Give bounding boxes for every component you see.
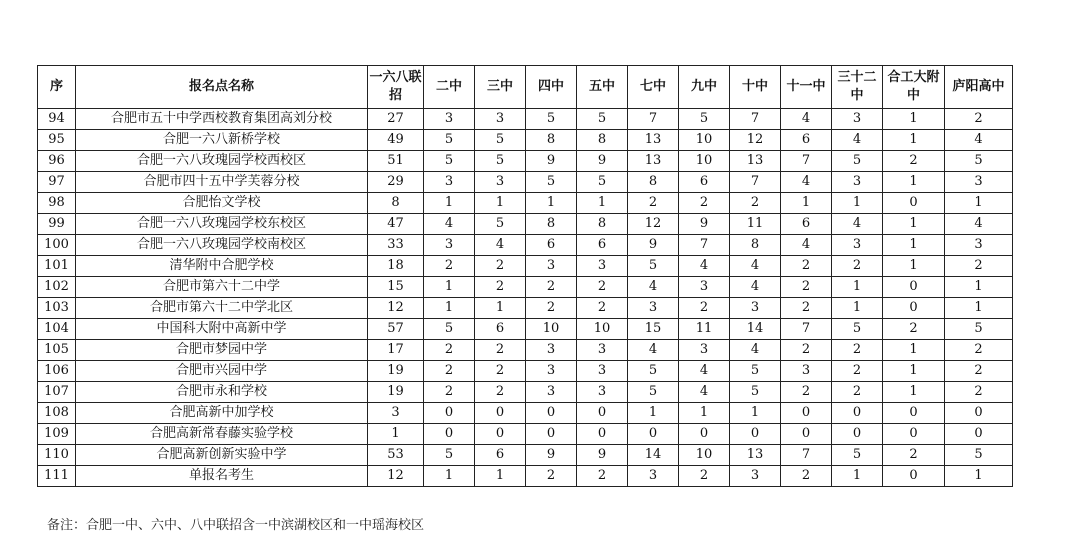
quota-cell: 0 (883, 466, 945, 487)
footnote: 备注：合肥一中、六中、八中联招含一中滨湖校区和一中瑶海校区 (47, 518, 425, 533)
quota-cell: 4 (945, 214, 1013, 235)
quota-cell: 29 (368, 172, 424, 193)
quota-cell: 53 (368, 445, 424, 466)
column-header: 报名点名称 (76, 66, 368, 109)
quota-cell: 5 (628, 256, 679, 277)
table-row (38, 109, 1013, 130)
quota-cell: 6 (475, 445, 526, 466)
quota-cell: 2 (883, 445, 945, 466)
quota-cell: 5 (679, 109, 730, 130)
school-name-cell: 合肥市兴园中学 (76, 361, 368, 382)
quota-cell: 5 (577, 172, 628, 193)
quota-cell: 2 (526, 466, 577, 487)
quota-cell: 0 (945, 424, 1013, 445)
quota-cell: 7 (730, 109, 781, 130)
quota-cell: 13 (730, 445, 781, 466)
quota-cell: 2 (730, 193, 781, 214)
quota-cell: 0 (883, 193, 945, 214)
column-header: 四中 (526, 66, 577, 109)
quota-cell: 1 (475, 466, 526, 487)
quota-cell: 7 (679, 235, 730, 256)
quota-cell: 1 (883, 109, 945, 130)
row-number-cell: 96 (38, 151, 76, 172)
quota-cell: 5 (424, 445, 475, 466)
quota-cell: 3 (424, 109, 475, 130)
quota-cell: 4 (424, 214, 475, 235)
quota-cell: 1 (368, 424, 424, 445)
quota-cell: 0 (945, 403, 1013, 424)
table-row (38, 466, 1013, 487)
column-header: 七中 (628, 66, 679, 109)
quota-cell: 6 (475, 319, 526, 340)
quota-cell: 0 (526, 424, 577, 445)
column-header: 十中 (730, 66, 781, 109)
column-header: 一六八联招 (368, 66, 424, 109)
quota-cell: 1 (475, 193, 526, 214)
quota-cell: 3 (577, 361, 628, 382)
quota-cell: 5 (730, 361, 781, 382)
quota-cell: 2 (679, 298, 730, 319)
table-row (38, 361, 1013, 382)
school-name-cell: 合肥市第六十二中学 (76, 277, 368, 298)
quota-cell: 2 (628, 193, 679, 214)
table-row (38, 130, 1013, 151)
row-number-cell: 104 (38, 319, 76, 340)
quota-cell: 4 (781, 235, 832, 256)
quota-cell: 9 (526, 151, 577, 172)
quota-cell: 0 (832, 424, 883, 445)
quota-cell: 1 (945, 277, 1013, 298)
quota-cell: 13 (628, 151, 679, 172)
quota-cell: 4 (679, 361, 730, 382)
quota-cell: 1 (577, 193, 628, 214)
quota-cell: 1 (883, 382, 945, 403)
table-row (38, 424, 1013, 445)
quota-cell: 2 (475, 361, 526, 382)
quota-cell: 1 (424, 466, 475, 487)
quota-cell: 6 (526, 235, 577, 256)
quota-cell: 4 (730, 256, 781, 277)
quota-cell: 4 (832, 130, 883, 151)
row-number-cell: 99 (38, 214, 76, 235)
quota-cell: 3 (577, 340, 628, 361)
quota-cell: 0 (781, 424, 832, 445)
quota-cell: 1 (424, 193, 475, 214)
quota-cell: 2 (945, 361, 1013, 382)
quota-cell: 2 (945, 256, 1013, 277)
quota-cell: 7 (781, 151, 832, 172)
quota-cell: 5 (628, 382, 679, 403)
quota-cell: 5 (475, 151, 526, 172)
quota-cell: 2 (475, 277, 526, 298)
header-row (38, 66, 1013, 109)
quota-cell: 2 (781, 340, 832, 361)
quota-cell: 5 (424, 130, 475, 151)
row-number-cell: 106 (38, 361, 76, 382)
quota-cell: 1 (883, 256, 945, 277)
column-header: 三中 (475, 66, 526, 109)
quota-cell: 2 (781, 277, 832, 298)
table-row (38, 235, 1013, 256)
quota-cell: 1 (475, 298, 526, 319)
row-number-cell: 100 (38, 235, 76, 256)
quota-cell: 2 (945, 109, 1013, 130)
row-number-cell: 103 (38, 298, 76, 319)
quota-cell: 1 (526, 193, 577, 214)
row-number-cell: 107 (38, 382, 76, 403)
table-row (38, 214, 1013, 235)
quota-table (37, 65, 1013, 487)
quota-cell: 3 (730, 466, 781, 487)
quota-cell: 15 (628, 319, 679, 340)
quota-cell: 57 (368, 319, 424, 340)
quota-cell: 9 (628, 235, 679, 256)
quota-cell: 5 (526, 109, 577, 130)
quota-cell: 1 (628, 403, 679, 424)
table-row (38, 151, 1013, 172)
quota-cell: 3 (730, 298, 781, 319)
quota-cell: 2 (679, 193, 730, 214)
row-number-cell: 101 (38, 256, 76, 277)
quota-cell: 10 (679, 130, 730, 151)
quota-cell: 6 (679, 172, 730, 193)
quota-cell: 2 (781, 382, 832, 403)
quota-cell: 0 (475, 424, 526, 445)
quota-cell: 2 (945, 340, 1013, 361)
quota-cell: 0 (883, 298, 945, 319)
quota-cell: 11 (679, 319, 730, 340)
quota-cell: 7 (730, 172, 781, 193)
quota-cell: 5 (832, 319, 883, 340)
school-name-cell: 单报名考生 (76, 466, 368, 487)
quota-cell: 3 (832, 109, 883, 130)
quota-cell: 2 (475, 256, 526, 277)
quota-cell: 3 (832, 172, 883, 193)
table-row (38, 277, 1013, 298)
quota-cell: 4 (781, 172, 832, 193)
quota-cell: 5 (475, 130, 526, 151)
quota-cell: 12 (368, 298, 424, 319)
column-header: 三十二中 (832, 66, 883, 109)
quota-cell: 11 (730, 214, 781, 235)
quota-cell: 4 (781, 109, 832, 130)
row-number-cell: 105 (38, 340, 76, 361)
quota-cell: 0 (526, 403, 577, 424)
quota-cell: 2 (526, 298, 577, 319)
quota-cell: 3 (526, 340, 577, 361)
quota-cell: 0 (730, 424, 781, 445)
quota-cell: 4 (730, 277, 781, 298)
quota-cell: 5 (730, 382, 781, 403)
quota-cell: 3 (475, 109, 526, 130)
quota-cell: 4 (475, 235, 526, 256)
quota-cell: 3 (679, 340, 730, 361)
quota-cell: 1 (832, 298, 883, 319)
quota-cell: 1 (945, 298, 1013, 319)
quota-cell: 10 (526, 319, 577, 340)
quota-cell: 2 (832, 256, 883, 277)
school-name-cell: 合肥一六八玫瑰园学校东校区 (76, 214, 368, 235)
quota-cell: 51 (368, 151, 424, 172)
quota-cell: 5 (628, 361, 679, 382)
quota-cell: 4 (945, 130, 1013, 151)
quota-cell: 2 (883, 319, 945, 340)
column-header: 十一中 (781, 66, 832, 109)
school-name-cell: 合肥一六八新桥学校 (76, 130, 368, 151)
table-row (38, 172, 1013, 193)
quota-cell: 3 (577, 382, 628, 403)
quota-cell: 5 (475, 214, 526, 235)
table-row (38, 256, 1013, 277)
quota-cell: 2 (577, 466, 628, 487)
quota-cell: 3 (526, 256, 577, 277)
quota-cell: 12 (730, 130, 781, 151)
quota-cell: 0 (883, 424, 945, 445)
quota-cell: 1 (945, 466, 1013, 487)
quota-cell: 0 (424, 424, 475, 445)
quota-cell: 2 (679, 466, 730, 487)
quota-cell: 10 (679, 445, 730, 466)
quota-cell: 2 (475, 340, 526, 361)
row-number-cell: 97 (38, 172, 76, 193)
quota-cell: 2 (883, 151, 945, 172)
table-body (38, 109, 1013, 487)
quota-cell: 9 (577, 445, 628, 466)
quota-cell: 19 (368, 361, 424, 382)
school-name-cell: 合肥市第六十二中学北区 (76, 298, 368, 319)
quota-cell: 13 (730, 151, 781, 172)
quota-cell: 12 (368, 466, 424, 487)
column-header: 二中 (424, 66, 475, 109)
quota-cell: 3 (679, 277, 730, 298)
column-header: 五中 (577, 66, 628, 109)
quota-cell: 47 (368, 214, 424, 235)
quota-cell: 19 (368, 382, 424, 403)
quota-cell: 1 (883, 340, 945, 361)
quota-cell: 2 (577, 277, 628, 298)
row-number-cell: 102 (38, 277, 76, 298)
row-number-cell: 108 (38, 403, 76, 424)
column-header: 九中 (679, 66, 730, 109)
school-name-cell: 合肥市永和学校 (76, 382, 368, 403)
quota-cell: 6 (781, 130, 832, 151)
quota-cell: 3 (368, 403, 424, 424)
table-row (38, 382, 1013, 403)
quota-cell: 3 (832, 235, 883, 256)
quota-cell: 1 (883, 214, 945, 235)
quota-cell: 1 (883, 130, 945, 151)
quota-cell: 10 (679, 151, 730, 172)
quota-cell: 3 (945, 172, 1013, 193)
quota-cell: 0 (628, 424, 679, 445)
quota-cell: 2 (832, 361, 883, 382)
school-name-cell: 合肥高新中加学校 (76, 403, 368, 424)
quota-cell: 9 (577, 151, 628, 172)
table-row (38, 445, 1013, 466)
row-number-cell: 95 (38, 130, 76, 151)
quota-cell: 5 (945, 151, 1013, 172)
quota-cell: 9 (526, 445, 577, 466)
quota-cell: 49 (368, 130, 424, 151)
school-name-cell: 合肥市梦园中学 (76, 340, 368, 361)
table-row (38, 403, 1013, 424)
quota-cell: 17 (368, 340, 424, 361)
quota-cell: 1 (424, 298, 475, 319)
table-header (38, 66, 1013, 109)
quota-cell: 5 (526, 172, 577, 193)
quota-cell: 2 (945, 382, 1013, 403)
quota-cell: 3 (628, 466, 679, 487)
quota-cell: 5 (424, 319, 475, 340)
quota-cell: 8 (368, 193, 424, 214)
quota-cell: 1 (832, 193, 883, 214)
quota-cell: 2 (577, 298, 628, 319)
table-row (38, 298, 1013, 319)
quota-cell: 5 (945, 319, 1013, 340)
school-name-cell: 合肥一六八玫瑰园学校西校区 (76, 151, 368, 172)
quota-cell: 5 (832, 151, 883, 172)
school-name-cell: 中国科大附中高新中学 (76, 319, 368, 340)
quota-cell: 9 (679, 214, 730, 235)
quota-cell: 2 (781, 466, 832, 487)
quota-cell: 13 (628, 130, 679, 151)
quota-cell: 1 (730, 403, 781, 424)
quota-cell: 1 (781, 193, 832, 214)
column-header: 序 (38, 66, 76, 109)
quota-cell: 0 (883, 403, 945, 424)
quota-cell: 1 (832, 466, 883, 487)
quota-cell: 0 (832, 403, 883, 424)
quota-cell: 1 (883, 172, 945, 193)
quota-cell: 14 (730, 319, 781, 340)
quota-cell: 0 (424, 403, 475, 424)
quota-cell: 3 (526, 361, 577, 382)
quota-cell: 5 (945, 445, 1013, 466)
quota-cell: 3 (475, 172, 526, 193)
quota-cell: 1 (945, 193, 1013, 214)
school-name-cell: 合肥高新常春藤实验学校 (76, 424, 368, 445)
school-name-cell: 清华附中合肥学校 (76, 256, 368, 277)
table-row (38, 319, 1013, 340)
school-name-cell: 合肥高新创新实验中学 (76, 445, 368, 466)
school-name-cell: 合肥一六八玫瑰园学校南校区 (76, 235, 368, 256)
quota-cell: 2 (526, 277, 577, 298)
quota-cell: 6 (577, 235, 628, 256)
quota-cell: 1 (883, 361, 945, 382)
quota-cell: 8 (628, 172, 679, 193)
quota-cell: 2 (424, 340, 475, 361)
quota-cell: 8 (577, 130, 628, 151)
quota-cell: 0 (475, 403, 526, 424)
quota-cell: 12 (628, 214, 679, 235)
table-row (38, 340, 1013, 361)
quota-cell: 1 (883, 235, 945, 256)
quota-cell: 1 (679, 403, 730, 424)
quota-cell: 15 (368, 277, 424, 298)
quota-cell: 7 (781, 445, 832, 466)
quota-cell: 3 (781, 361, 832, 382)
quota-cell: 0 (679, 424, 730, 445)
quota-cell: 8 (526, 214, 577, 235)
quota-cell: 2 (781, 256, 832, 277)
quota-cell: 3 (424, 172, 475, 193)
quota-cell: 10 (577, 319, 628, 340)
quota-cell: 33 (368, 235, 424, 256)
quota-cell: 4 (628, 277, 679, 298)
quota-cell: 4 (832, 214, 883, 235)
quota-cell: 8 (730, 235, 781, 256)
quota-cell: 2 (424, 361, 475, 382)
quota-cell: 14 (628, 445, 679, 466)
quota-cell: 5 (832, 445, 883, 466)
quota-cell: 7 (781, 319, 832, 340)
quota-cell: 2 (832, 340, 883, 361)
quota-cell: 1 (424, 277, 475, 298)
row-number-cell: 111 (38, 466, 76, 487)
quota-cell: 5 (424, 151, 475, 172)
row-number-cell: 98 (38, 193, 76, 214)
quota-cell: 8 (577, 214, 628, 235)
row-number-cell: 94 (38, 109, 76, 130)
quota-cell: 7 (628, 109, 679, 130)
table-row (38, 193, 1013, 214)
quota-cell: 2 (781, 298, 832, 319)
school-name-cell: 合肥市五十中学西校教育集团高刘分校 (76, 109, 368, 130)
quota-cell: 4 (628, 340, 679, 361)
quota-cell: 4 (679, 382, 730, 403)
school-name-cell: 合肥怡文学校 (76, 193, 368, 214)
quota-cell: 2 (424, 382, 475, 403)
column-header: 庐阳高中 (945, 66, 1013, 109)
quota-cell: 0 (577, 424, 628, 445)
quota-cell: 0 (781, 403, 832, 424)
quota-cell: 4 (730, 340, 781, 361)
quota-cell: 3 (577, 256, 628, 277)
quota-cell: 2 (475, 382, 526, 403)
quota-cell: 3 (945, 235, 1013, 256)
quota-cell: 3 (526, 382, 577, 403)
quota-cell: 8 (526, 130, 577, 151)
quota-cell: 27 (368, 109, 424, 130)
quota-cell: 5 (577, 109, 628, 130)
quota-cell: 3 (424, 235, 475, 256)
quota-cell: 2 (832, 382, 883, 403)
quota-cell: 4 (679, 256, 730, 277)
quota-cell: 1 (832, 277, 883, 298)
school-name-cell: 合肥市四十五中学芙蓉分校 (76, 172, 368, 193)
quota-cell: 18 (368, 256, 424, 277)
row-number-cell: 110 (38, 445, 76, 466)
row-number-cell: 109 (38, 424, 76, 445)
quota-cell: 0 (883, 277, 945, 298)
quota-cell: 0 (577, 403, 628, 424)
quota-cell: 6 (781, 214, 832, 235)
column-header: 合工大附中 (883, 66, 945, 109)
quota-cell: 3 (628, 298, 679, 319)
quota-cell: 2 (424, 256, 475, 277)
